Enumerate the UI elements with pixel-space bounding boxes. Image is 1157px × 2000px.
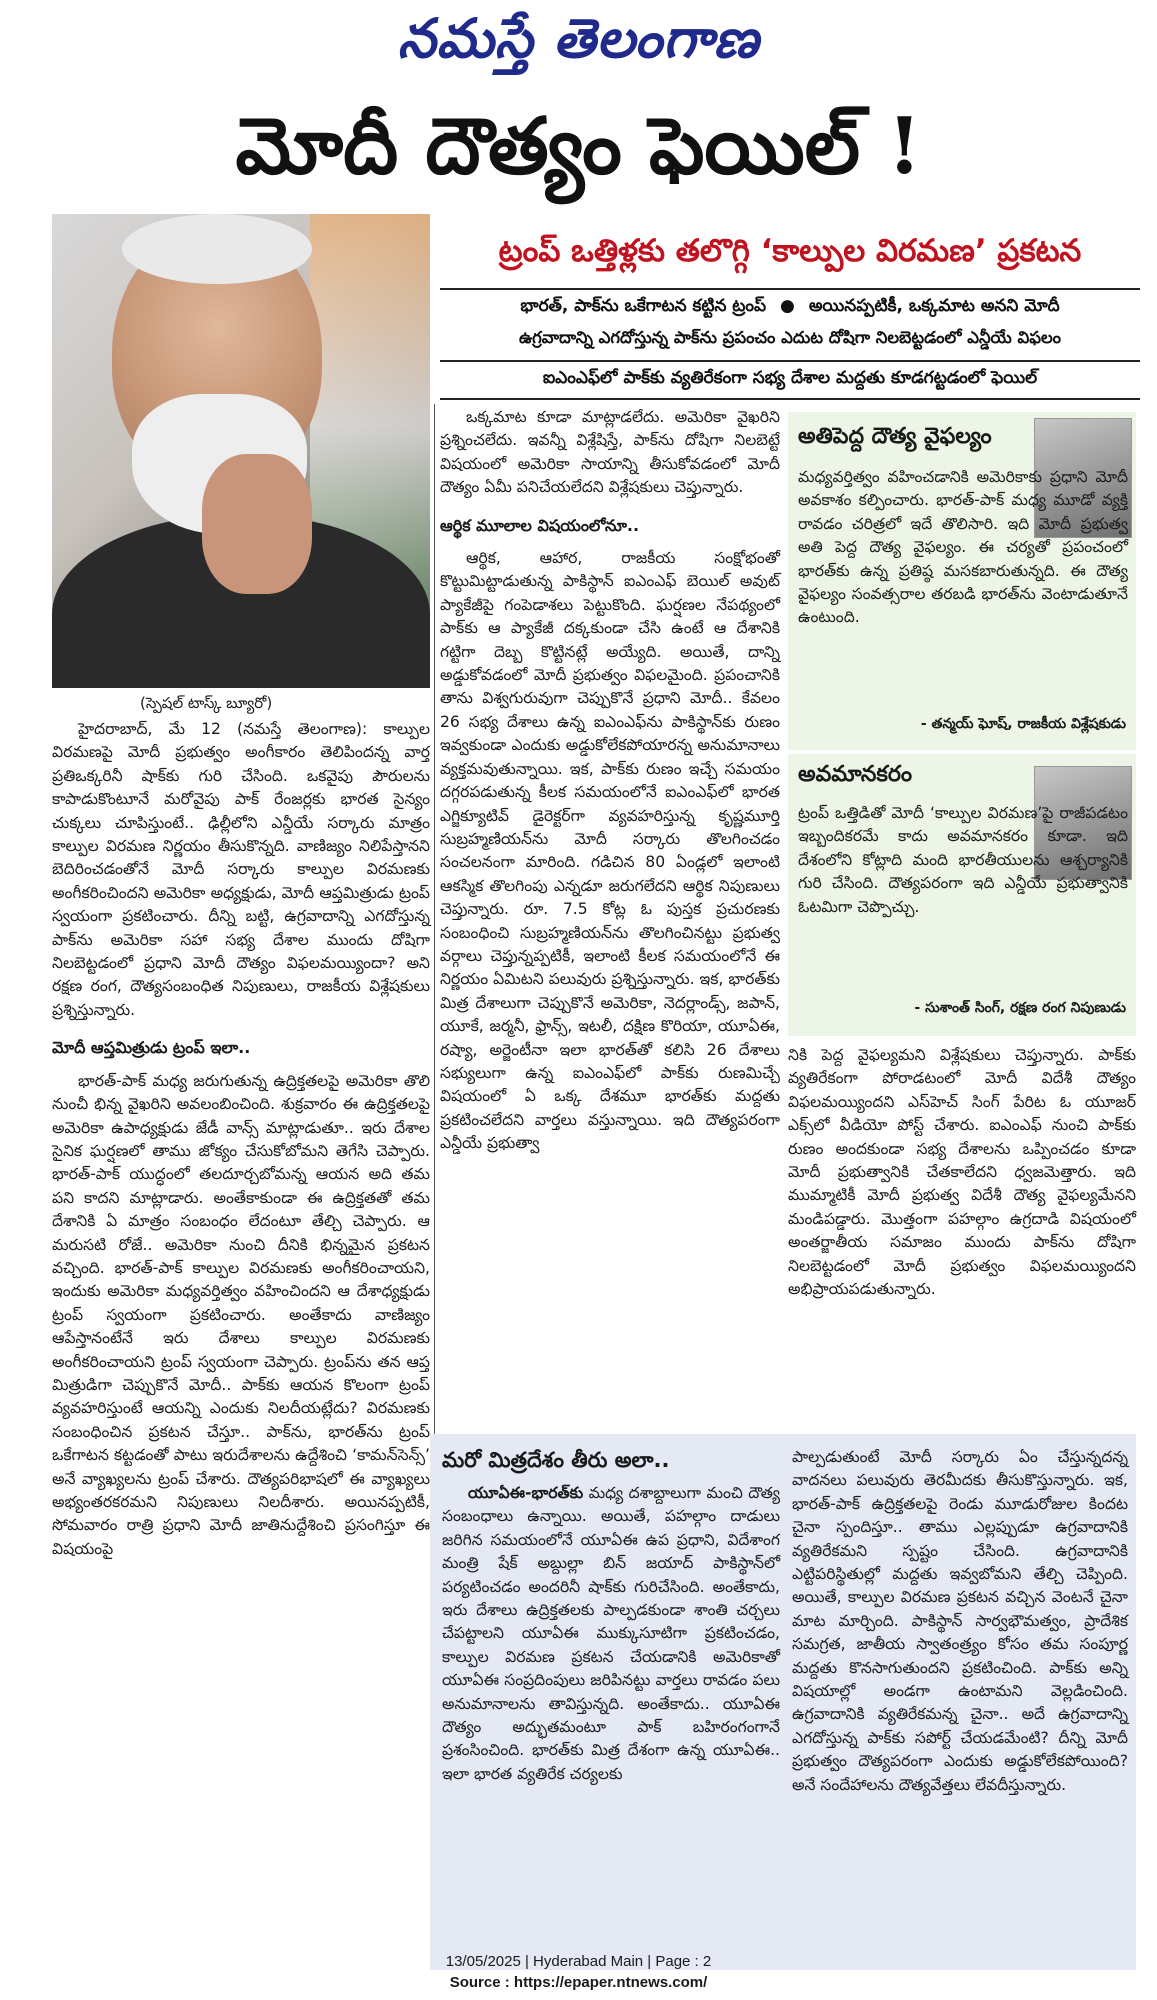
quote-box-2-attribution: - సుశాంత్ సింగ్, రక్షణ రంగ నిపుణుడు [914,1000,1126,1016]
photo-caption: (స్పెషల్ టాస్క్ బ్యూరో) [140,694,273,712]
column-2 [440,406,780,1156]
quote-box-1-text: మధ్యవర్తిత్వం వహించడానికి అమెరికాకు ప్రధాని మోదీ అవకాశం కల్పించారు. భారత్-పాక్ మధ్య మూడో వ్యక్తి రావడం చరిత్రలో ఇదే తొలిసారి. ఇది మోదీ ప్రభుత్వ అతి పెద్ద దౌత్య వైఫల్యం. ఈ చర్యతో ప్రపంచంలో భారత్‌కు ఉన్న ప్రతిష్ఠ మసకబారుతున్నది. ఈ దౌత్య వైఫల్యం సంవత్సరాల తరబడి భారత్‌ను వెంటాడుతూనే ఉంటుంది. [798,468,1128,627]
strap-line-3: ఐఎంఎఫ్‌లో పాక్‌కు వ్యతిరేకంగా సభ్య దేశాల మద్దతు కూడగట్టడంలో ఫెయిల్ [542,368,1038,388]
quote-box-1-attribution: - తన్మయ్ ఘోష్, రాజకీయ విశ్లేషకుడు [920,716,1126,732]
bottom-box-title: మరో మిత్రదేశం తీరు అలా.. [442,1448,670,1472]
bottom-box-col-2 [792,1446,1128,1797]
masthead: నమస్తే తెలంగాణ [397,6,760,70]
quote-box-1-title: అతిపెద్ద దౌత్య వైఫల్యం [798,424,992,449]
strap-1a: భారత్, పాక్‌ను ఒకేగాటన కట్టిన ట్రంప్ [520,296,767,316]
col1-paragraph-2: భారత్-పాక్ మధ్య జరుగుతున్న ఉద్రిక్తతలపై అమెరికా తొలి నుంచీ భిన్న వైఖరిని అవలంబించింది. శుక్రవారం ఈ ఉద్రిక్తతలపై అమెరికా ఉపాధ్యక్షుడు జేడీ వాన్స్ మాట్లాడుతూ.. ఇరు దేశాల సైనిక ఘర్షణలో తాము జోక్యం చేసుకోబోమని తెగేసి చెప్పారు. భారత్-పాక్ యుద్ధంలో తలదూర్చబోమన్న ఆయన అది తమ పని కాదని మాట్లాడారు. అంతేకాకుండా ఈ ఉద్రిక్తతతో తమ దేశానికి ఏ మాత్రం సంబంధం లేదంటూ తేల్చి చెప్పారు. ఆ మరుసటి రోజే.. అమెరికా నుంచి దీనికి భిన్నమైన ప్రకటన వచ్చింది. భారత్-పాక్ కాల్పుల విరమణకు అంగీకరించాయని, ఇందుకు అమెరికా మధ్యవర్తిత్వం వహించిందని ఆ దేశాధ్యక్షుడు ట్రంప్ స్వయంగా ప్రకటించారు. అంతేకాదు వాణిజ్యం ఆపేస్తానంటేనే ఇరు దేశాలు కాల్పుల విరమణకు అంగీకరించాయని ట్రంప్ స్వయంగా చెప్పారు. ట్రంప్‌ను తన ఆప్త మిత్రుడిగా చెప్పుకొనే మోదీ.. పాక్‌కు ఆయన కొలంగా ట్రంప్ వ్యవహరిస్తుంటే ఆయన్ని ఎందుకు నిలదీయట్లేదు? విరమణకు సంబంధించిన ప్రకటన చేస్తూ.. పాక్‌ను, భారత్‌ను ట్రంప్ ఒకేగాటన కట్టడంతో పాటు ఇరుదేశాలను ఉద్దేశించి ‘కామన్‌సెన్స్’ అనే వ్యాఖ్యలను ట్రంప్ చేశారు. దౌత్యపరిభాషలో ఈ వ్యాఖ్యలు అభ్యంతరకరమని నిపుణులు నిలదీశారు. అయినప్పటికీ, సోమవారం రాత్రి ప్రధాని మోదీ జాతినుద్దేశించి ప్రసంగిస్తూ ఈ విషయంపై [52,1071,430,1558]
column-1 [52,718,430,1561]
bullet-icon: ● [780,296,795,316]
strap-line-1 [440,296,1140,320]
strap-line-2: ఉగ్రవాదాన్ని ఎగదోస్తున్న పాక్‌ను ప్రపంచం ఎదుట దోషిగా నిలబెట్టడంలో ఎన్డీయే విఫలం [518,328,1062,347]
subheadline: ట్రంప్ ఒత్తిళ్లకు తలొగ్గి ‘కాల్పుల విరమణ’ ప్రకటన [498,233,1082,269]
col3-paragraph: నికి పెద్ద వైఫల్యమని విశ్లేషకులు చెప్తున్నారు. పాక్‌కు వ్యతిరేకంగా పోరాడటంలో మోదీ విదేశీ దౌత్యం విఫలమయ్యిందని ఎస్‌హెచ్ సింగ్ పేరిట ఓ యూజర్ ఎక్స్‌లో వీడియో పోస్ట్ చేశారు. ఐఎంఎఫ్ నుంచి పాక్‌కు రుణం అందకుండా సభ్య దేశాలను ఒప్పించడం కూడా మోదీ ప్రభుత్వానికి చేతకాలేదని ధ్వజమెత్తారు. ఇది ముమ్మాటికీ మోదీ ప్రభుత్వ విదేశీ దౌత్య వైఫల్యమేనని మండిపడ్డారు. మొత్తంగా పహల్గాం ఉగ్రదాడి విషయంలో అంతర్జాతీయ సమాజం ముందు పాక్‌ను దోషిగా నిలబెట్టడంలో మోదీ ప్రభుత్వం విఫలమయ్యిందని అభిప్రాయపడుతున్నారు. [788,1046,1136,1299]
col2-paragraph-2: ఆర్థిక, ఆహార, రాజకీయ సంక్షోభంతో కొట్టుమిట్టాడుతున్న పాకిస్థాన్ ఐఎంఎఫ్ బెయిల్ అవుట్ ప్యాకేజీపై గంపెడాశలు పెట్టుకొంది. ఘర్షణల నేపథ్యంలో పాక్‌కు ఆ ప్యాకేజీ దక్కకుండా చేసి ఉంటే ఆ దేశానికి గట్టిగా దెబ్బ కొట్టినట్లే అయ్యేది. అయితే, దాన్ని అడ్డుకోవడంలో మోదీ ప్రభుత్వం విఫలమైంది. ప్రపంచానికి తాను విశ్వగురువుగా చెప్పుకొనే ప్రధాని మోదీ.. కేవలం 26 సభ్య దేశాలు ఉన్న ఐఎంఎఫ్‌ను పాకిస్థాన్‌కు రుణం ఇవ్వకుండా ఎందుకు అడ్డుకోలేకపోయారన్న అనుమానాలు వ్యక్తమవుతున్నాయి. ఇక, పాక్‌కు రుణం ఇచ్చే సమయం దగ్గరపడుతున్న కీలక సమయంలోనే ఐఎంఎఫ్‌లో భారత ఎగ్జిక్యూటివ్ డైరెక్టర్‌గా వ్యవహరిస్తున్న కృష్ణమూర్తి సుబ్రహ్మణియన్‌ను మోదీ సర్కారు తొలగించడం సంచలనంగా మారింది. గడిచిన 80 ఏండ్లలో ఇలాంటి ఆకస్మిక తొలగింపు ఎన్నడూ జరుగలేదని ఆర్థిక నిపుణులు చెప్తున్నారు. రూ. 7.5 కోట్ల ఓ పుస్తక ప్రచురణకు సంబంధించి సుబ్రహ్మణియన్‌ను తొలగించినట్టు ప్రభుత్వ వర్గాలు చెప్తున్నప్పటికీ, ఇలాంటి కీలక సమయంలోనే ఈ నిర్ణయం ఏమిటని పలువురు ప్రశ్నిస్తున్నారు. ఇక, భారత్‌కు మిత్ర దేశాలుగా చెప్పుకొనే అమెరికా, నెదర్లాండ్స్, జపాన్, యూకే, జర్మనీ, ఫ్రాన్స్, ఇటలీ, దక్షిణ కొరియా, యూఏఈ, రష్యా, అర్జెంటీనా ఇలా భారత్‌తో కలిసి 26 దేశాలు సభ్యులుగా ఉన్న ఐఎంఎఫ్‌లో పాక్‌కు రుణమిచ్చే విషయంలో ఏ ఒక్క దేశమూ భారత్‌కు మద్దతు ప్రకటించలేదని వార్తలు వస్తున్నాయి. ఇది దౌత్యపరంగా ఎన్డీయే ప్రభుత్వా [440,549,780,1153]
bottom-box-col-1 [442,1482,780,1786]
bottom-box [430,1434,1136,1970]
footer-source: Source : https://epaper.ntnews.com/ [449,1974,708,1991]
col2-section-heading: ఆర్థిక మూలాల విషయంలోనూ.. [440,515,640,535]
col2-paragraph-1: ఒక్కమాట కూడా మాట్లాడలేదు. అమెరికా వైఖరిని ప్రశ్నించలేదు. ఇవన్నీ విశ్లేషిస్తే, పాక్‌ను దోషిగా నిలబెట్టే విషయంలో అమెరికా సాయాన్ని తీసుకోవడంలో మోదీ దౌత్యం ఏమీ పనిచేయలేదని విశ్లేషకులు చెప్తున్నారు. [440,408,780,497]
quote-box-2 [788,754,1136,1036]
column-3-continuation [788,1044,1136,1301]
headline: మోదీ దౌత్యం ఫెయిల్ ! [235,101,922,192]
quote-box-1 [788,412,1136,750]
quote-box-2-title: అవమానకరం [798,762,913,787]
bottom-box-paragraph-1: మధ్య దశాబ్దాలుగా మంచి దౌత్య సంబంధాలు ఉన్నాయి. అయితే, పహల్గాం దాడులు జరిగిన సమయంలోనే యూఏఈ ఉప ప్రధాని, విదేశాంగ మంత్రి షేక్ అబ్దుల్లా బిన్ జయాద్ పాకిస్థాన్‌లో పర్యటించడం అందరినీ షాక్‌కు గురిచేసింది. అంతేకాదు, ఇరు దేశాలు ఉద్రిక్తతలకు పాల్పడకుండా శాంతి చర్చలు చేపట్టాలని యూఏఈ ముక్కుసూటిగా ప్రకటించడం, కాల్పుల విరమణ ప్రకటన చేయడానికి అమెరికాతో యూఏఈ సంప్రదింపులు జరిపినట్టు వార్తలు రావడం పలు అనుమానాలను తావిస్తున్నది. అంతేకాదు.. యూఏఈ దౌత్యం అద్భుతమంటూ పాక్ బహిరంగంగానే ప్రశంసించింది. భారత్‌కు మిత్ర దేశంగా ఉన్న యూఏఈ.. ఇలా భారత వ్యతిరేక చర్యలకు [442,1484,780,1783]
footer-dateline: 13/05/2025 | Hyderabad Main | Page : 2 [445,1953,712,1970]
col1-paragraph-1: హైదరాబాద్, మే 12 (నమస్తే తెలంగాణ): కాల్పుల విరమణపై మోదీ ప్రభుత్వం అంగీకారం తెలిపిందన్న వార్త ప్రతిఒక్కరినీ షాక్‌కు గురి చేసింది. ఒకవైపు పౌరులను కాపాడుకొంటూనే మరోవైపు పాక్ రేంజర్లకు భారత సైన్యం చుక్కలు చూపిస్తుంటే.. ఢిల్లీలోని ఎన్డీయే సర్కారు మాత్రం కాల్పుల విరమణ నిర్ణయం తీసుకొన్నది. వాణిజ్యం నిలిపేస్తానని బెదిరించడంతోనే మోదీ సర్కారు కాల్పుల విరమణకు అంగీకరించిందని అమెరికా అధ్యక్షుడు, మోదీ ఆప్తమిత్రుడు ట్రంప్ స్వయంగా ప్రకటించారు. దీన్ని బట్టి, ఉగ్రవాదాన్ని ఎగదోస్తున్న పాక్‌ను అమెరికా సహా సభ్య దేశాల ముందు దోషిగా నిలబెట్టడంలో ప్రధాని మోదీ దౌత్యం విఫలమయ్యిందా? అని రక్షణ రంగ, దౌత్యసంబంధిత నిపుణులు, రాజకీయ విశ్లేషకులు ప్రశ్నిస్తున్నారు. [52,720,430,1019]
lead-photo [52,214,430,688]
strap-1b: అయినప్పటికీ, ఒక్కమాట అనని మోదీ [808,296,1060,316]
bottom-box-paragraph-2: పాల్పడుతుంటే మోదీ సర్కారు ఏం చేస్తున్నదన్న వాదనలు పలువురు తెరమీదకు తీసుకొస్తున్నారు. ఇక, భారత్-పాక్ ఉద్రిక్తతలపై రెండు మూడురోజుల కిందట చైనా స్పందిస్తూ.. తాము ఎల్లప్పుడూ ఉగ్రవాదానికి వ్యతిరేకమని స్పష్టం చేసింది. ఉగ్రవాదానికి ఎట్టిపరిస్థితుల్లో మద్దతు ఇవ్వబోమని తేల్చి చెప్పింది. అయితే, కాల్పుల విరమణ ప్రకటన వచ్చిన వెంటనే చైనా మాట మార్చింది. పాకిస్థాన్ సార్వభౌమత్వం, ప్రాదేశిక సమగ్రత, జాతీయ స్వాతంత్ర్యం కోసం తమ సంపూర్ణ మద్దతు కొనసాగుతుందని ప్రకటించింది. పాక్‌కు అన్ని విషయాల్లో అండగా ఉంటామని వెల్లడించింది. ఉగ్రవాదానికి వ్యతిరేకమన్న చైనా.. అదే ఉగ్రవాదాన్ని ఎగదోస్తున్న పాక్‌కు సపోర్ట్ చేయడమేంటి? దీన్ని మోదీ ప్రభుత్వం దౌత్యపరంగా ఎందుకు అడ్డుకోలేకపోయింది? అనే సందేహాలను దౌత్యవేత్తలు లేవదీస్తున్నారు. [792,1448,1128,1794]
bottom-box-lead: యూఏఈ-భారత్‌కు [468,1484,584,1502]
col1-section-heading: మోదీ ఆప్తమిత్రుడు ట్రంప్ ఇలా.. [52,1038,251,1058]
quote-box-2-text: ట్రంప్ ఒత్తిడితో మోదీ ‘కాల్పుల విరమణ’పై రాజీపడటం ఇబ్బందికరమే కాదు అవమానకరం కూడా. ఇది దేశంలోని కోట్లాది మంది భారతీయులను ఆశ్చర్యానికి గురి చేసింది. దౌత్యపరంగా ఇది ఎన్డీయే ప్రభుత్వానికి ఓటమిగా చెప్పొచ్చు. [798,804,1128,916]
